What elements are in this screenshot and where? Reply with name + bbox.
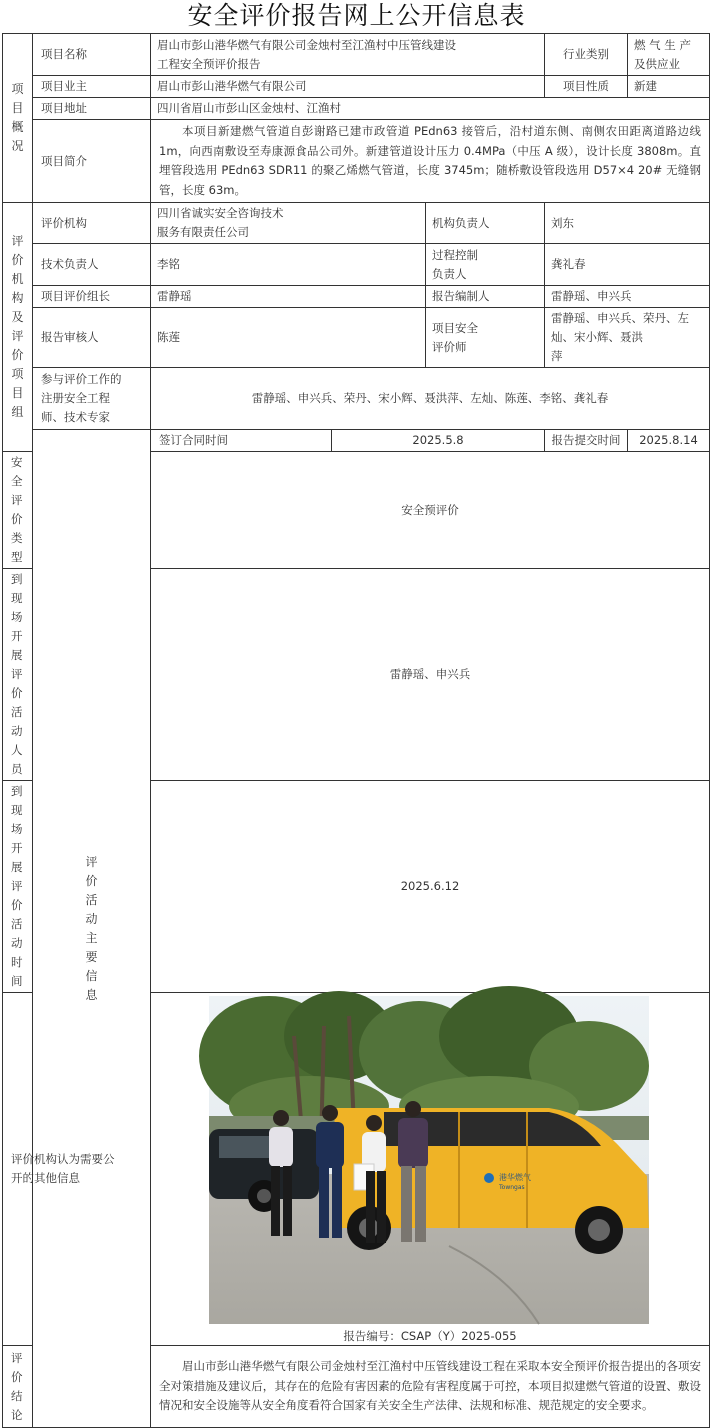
section-agency-label: 评价机构及评价项目组 <box>3 203 33 452</box>
assessor-label: 项目安全 评价师 <box>426 308 545 368</box>
page-title: 安全评价报告网上公开信息表 <box>187 1 526 30</box>
writer-label: 报告编制人 <box>426 286 545 308</box>
contract-date-label: 签订合同时间 <box>151 430 332 452</box>
nature-value: 新建 <box>628 76 710 98</box>
eval-type-value: 安全预评价 <box>151 452 710 569</box>
info-table <box>2 33 710 1428</box>
site-time-value: 2025.6.12 <box>151 781 710 993</box>
site-staff-label: 到现场开展评价 活动人员 <box>3 569 33 781</box>
conclusion-label: 评价结论 <box>3 1346 33 1428</box>
site-staff-value: 雷静瑶、申兴兵 <box>151 569 710 781</box>
assessor-value: 雷静瑶、申兴兵、荣丹、左灿、宋小辉、聂洪 萍 <box>545 308 710 368</box>
section-project-label: 项目概况 <box>3 34 33 203</box>
owner-label: 项目业主 <box>33 76 151 98</box>
tech-head-value: 李铭 <box>151 244 426 286</box>
other-info-cell <box>151 993 710 1346</box>
conclusion-value: 眉山市彭山港华燃气有限公司金烛村至江渔村中压管线建设工程在采取本安全预评价报告提出的各项安全对策措施及建议后，其存在的危险有害因素的危险有害程度属于可控，本项目拟建燃气管道的设置、敷设情况和安全设施等从安全角度看符合国家有关安全生产法律、法规和标准、规范规定的安全要求。 <box>151 1346 710 1428</box>
leader-label: 项目评价组长 <box>33 286 151 308</box>
owner-value: 眉山市彭山港华燃气有限公司 <box>151 76 545 98</box>
project-name-label: 项目名称 <box>33 34 151 76</box>
process-head-label: 过程控制 负责人 <box>426 244 545 286</box>
leader-value: 雷静瑶 <box>151 286 426 308</box>
submit-date-value: 2025.8.14 <box>628 430 710 452</box>
intro-label: 项目简介 <box>33 120 151 203</box>
participants-value: 雷静瑶、申兴兵、荣丹、宋小辉、聂洪萍、左灿、陈莲、李铭、龚礼春 <box>151 368 710 430</box>
contract-date-value: 2025.5.8 <box>332 430 545 452</box>
submit-date-label: 报告提交时间 <box>545 430 628 452</box>
site-time-label: 到现场开展评价 活动时间 <box>3 781 33 993</box>
writer-value: 雷静瑶、申兴兵 <box>545 286 710 308</box>
head-value: 刘东 <box>545 203 710 244</box>
industry-label: 行业类别 <box>545 34 628 76</box>
address-value: 四川省眉山市彭山区金烛村、江渔村 <box>151 98 710 120</box>
other-info-label: 评价机构认为需要公开的其他信息 <box>3 993 33 1346</box>
org-label: 评价机构 <box>33 203 151 244</box>
org-value: 四川省诚实安全咨询技术 服务有限责任公司 <box>151 203 426 244</box>
reviewer-value: 陈莲 <box>151 308 426 368</box>
van-logo-sub: Towngas <box>499 1184 525 1191</box>
report-number: 报告编号：CSAP（Y）2025-055 <box>343 1329 517 1343</box>
process-head-value: 龚礼春 <box>545 244 710 286</box>
eval-type-label: 安全评价类型 <box>3 452 33 569</box>
intro-value: 本项目新建燃气管道自彭谢路已建市政管道 PEdn63 接管后，沿村道东侧、南侧农田距离道路边线 1m，向西南敷设至寿康源食品公司外。新建管道设计压力 0.4MPa（中压 A 级），设计长度 3808m。直埋管段选用 PEdn63 SDR11 的聚乙烯燃气管道，长度 3745m；随桥敷设管段选用 D57×4 20# 无缝钢管，长度 63m。 <box>151 120 710 203</box>
site-photo <box>209 996 649 1324</box>
section-activity-label: 评价活动主要信息 <box>33 430 151 1428</box>
project-name-value: 眉山市彭山港华燃气有限公司金烛村至江渔村中压管线建设 工程安全预评价报告 <box>151 34 545 76</box>
participants-label: 参与评价工作的 注册安全工程 师、技术专家 <box>33 368 151 430</box>
industry-value: 燃 气 生 产 及供应业 <box>628 34 710 76</box>
van-logo-text: 港华燃气 <box>499 1173 531 1182</box>
head-label: 机构负责人 <box>426 203 545 244</box>
nature-label: 项目性质 <box>545 76 628 98</box>
tech-head-label: 技术负责人 <box>33 244 151 286</box>
reviewer-label: 报告审核人 <box>33 308 151 368</box>
address-label: 项目地址 <box>33 98 151 120</box>
